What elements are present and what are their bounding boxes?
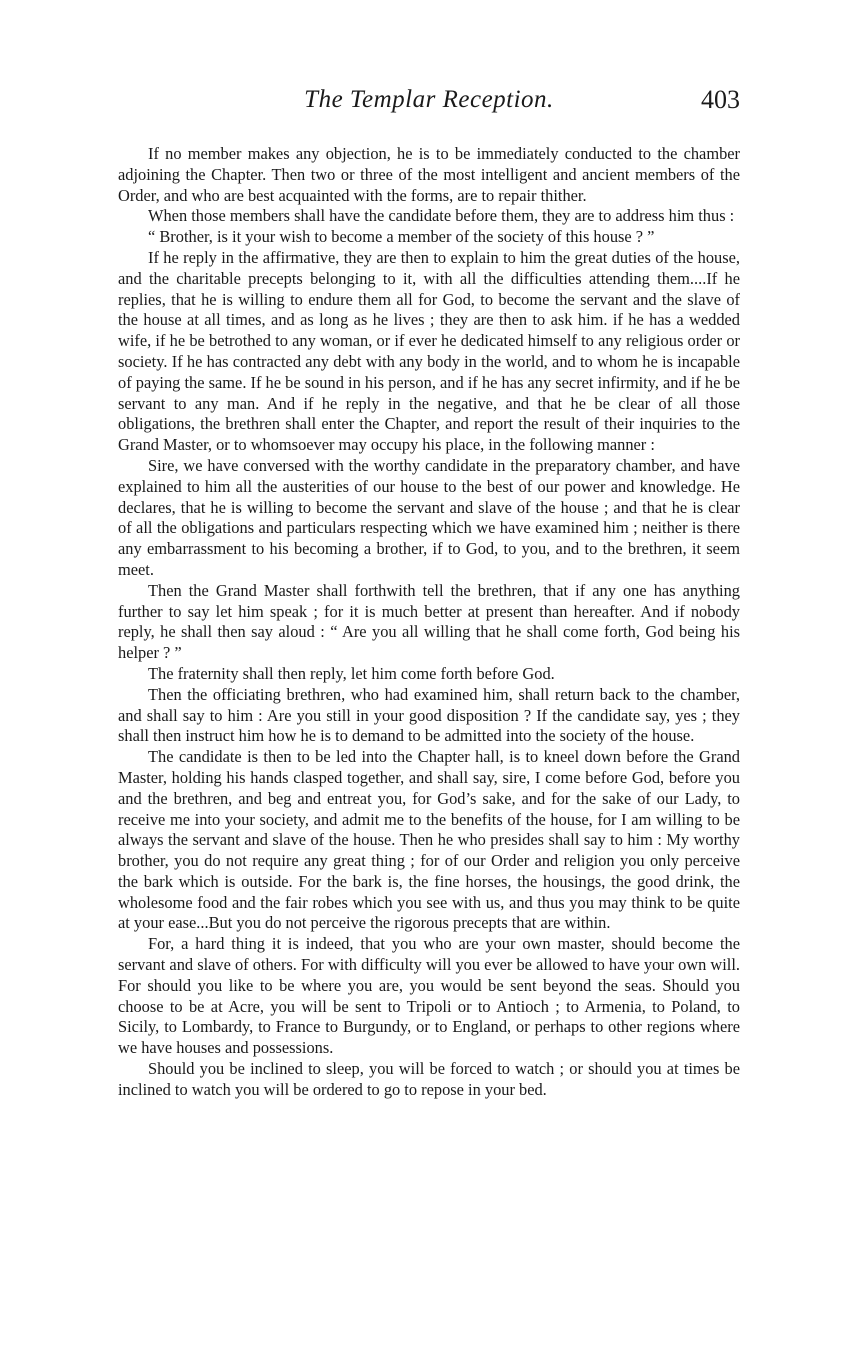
running-head	[118, 86, 740, 126]
paragraph: Then the officiating brethren, who had examined him, shall return back to the chamber, and shall say to him : Are you still in your good disposition ? If the candidate say, yes ; they shall then instruct him how he is to demand to be admitted into the society of the house.	[118, 684, 740, 746]
paragraph: When those members shall have the candidate before them, they are to address him thus :	[148, 206, 735, 226]
paragraph: “ Brother, is it your wish to become a member of the society of this house ? ”	[148, 227, 655, 247]
running-title: The Templar Reception.	[304, 86, 554, 113]
paragraph: For, a hard thing it is indeed, that you who are your own master, should become the servant and slave of others. For with difficulty will you ever be allowed to have your own will. For should you like to be where you are, you would be sent beyond the seas. Should you choose to be at Acre, you will be sent to Tripoli or to Antioch ; to Armenia, to Poland, to Sicily, to Lombardy, to France to Burgundy, or to England, or perhaps to other regions where we have houses and possessions.	[118, 934, 740, 1058]
paragraph: Should you be inclined to sleep, you will be forced to watch ; or should you at times be inclined to watch you will be ordered to go to repose in your bed.	[118, 1059, 740, 1099]
paragraph: If he reply in the affirmative, they are then to explain to him the great duties of the house, and the charitable precepts belonging to it, with all the difficulties attending them....If he replies, that he is willing to endure them all for God, to become the servant and the slave of the house at all times, and as long as he lives ; they are then to ask him. if he has a wedded wife, if he be betrothed to any woman, or if ever he dedicated himself to any religious order or society. If he has contracted any debt with any body in the world, and to whom he is incapable of paying the same. If he be sound in his person, and if he has any secret infirmity, and if he be servant to any man. And if he reply in the negative, and that he be clear of all those obligations, the brethren shall enter the Chapter, and report the result of their inquiries to the Grand Master, or to whomsoever may occupy his place, in the following manner :	[118, 247, 740, 455]
paragraph: If no member makes any objection, he is to be immediately conducted to the chamber adjoining the Chapter. Then two or three of the most intelligent and ancient members of the Order, and who are best acquainted with the forms, are to repair thither.	[118, 144, 740, 205]
paragraph: The fraternity shall then reply, let him come forth before God.	[148, 663, 555, 683]
page-number: 403	[701, 85, 740, 114]
paragraph: Then the Grand Master shall forthwith tell the brethren, that if any one has anything further to say let him speak ; for it is much better at present than hereafter. And if nobody reply, he shall then say aloud : “ Are you all willing that he shall come forth, God being his helper ? ”	[118, 580, 740, 663]
paragraph: The candidate is then to be led into the Chapter hall, is to kneel down before the Grand Master, holding his hands clasped together, and shall say, sire, I come before God, before you and the brethren, and beg and entreat you, for God’s sake, and for the sake of our Lady, to receive me into your society, and admit me to the benefits of the house, for I am willing to be always the servant and slave of the house. Then he who presides shall say to him : My worthy brother, you do not require any great thing ; for of our Order and religion you only perceive the bark which is outside. For the bark is, the fine horses, the housings, the good drink, the wholesome food and the fair robes which you see with us, and thus you may think to be quite at your ease...But you do not perceive the rigorous precepts that are within.	[118, 747, 740, 933]
paragraph: Sire, we have conversed with the worthy candidate in the preparatory chamber, and have explained to him all the austerities of our house to the best of our power and knowledge. He declares, that he is willing to become the servant and slave of the house ; and that he is clear of all the obligations and particulars respecting which we have examined him ; neither is there any embarrassment to his becoming a brother, if to God, to you, and to the brethren, it seem meet.	[118, 455, 740, 579]
body-text	[118, 144, 740, 1101]
